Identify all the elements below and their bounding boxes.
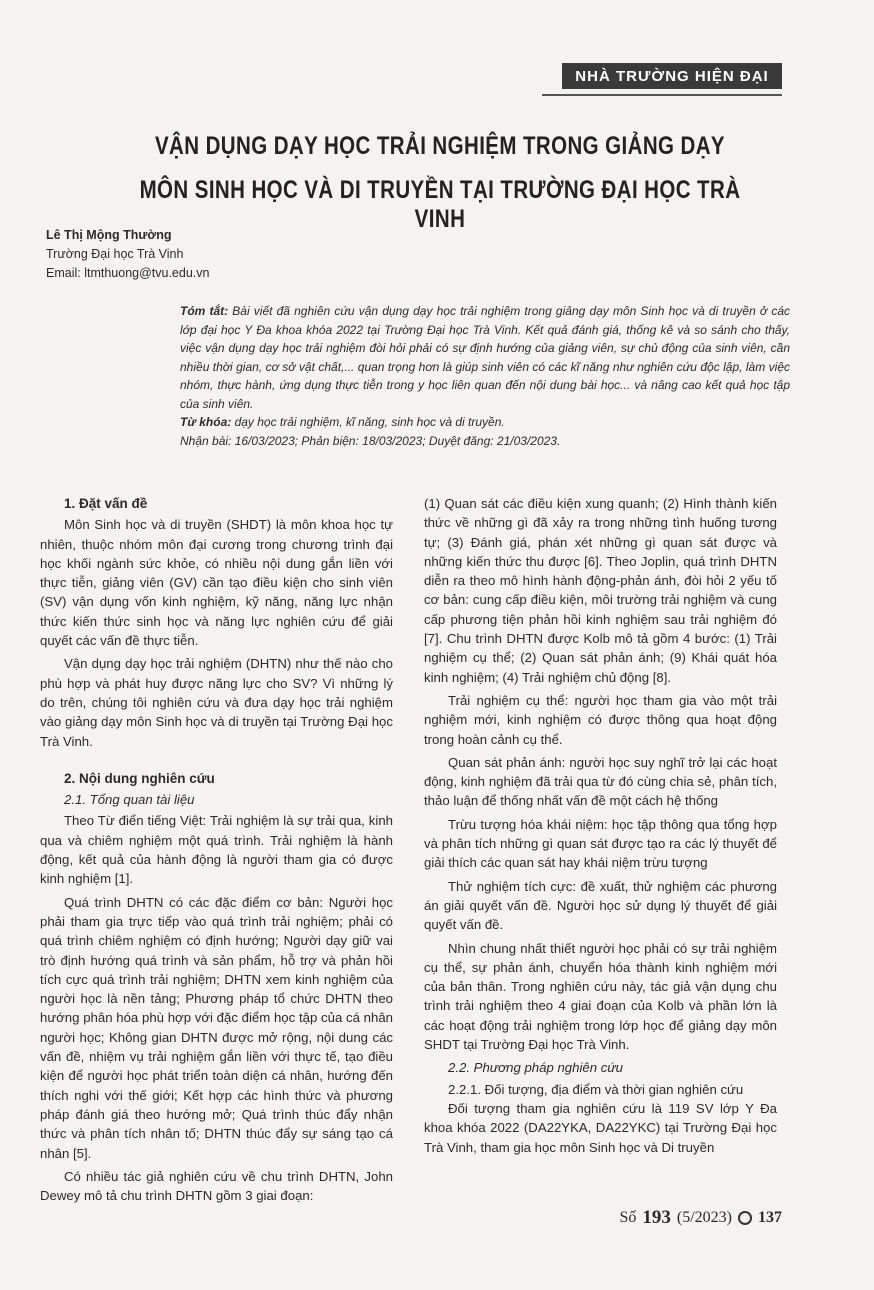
paragraph: Trải nghiệm cụ thể: người học tham gia vào một trải nghiệm mới, kinh nghiệm có được thông qua hoạt động trong hoàn cảnh cụ thể. [424, 692, 777, 747]
paragraph: Theo Từ điển tiếng Việt: Trải nghiệm là sự trải qua, kinh qua và chiêm nghiệm một quá trình. Trải nghiệm là hành động, kết quả của hành động là người tham gia có được kinh nghiệm [1]. [40, 813, 393, 887]
issue-number: 193 [642, 1207, 671, 1228]
separator-icon [738, 1211, 752, 1225]
heading-section-2-1: 2.1. Tổng quan tài liệu [64, 792, 195, 808]
heading-section-2-2-1: 2.2.1. Đối tượng, địa điểm và thời gian nghiên cứu [448, 1081, 744, 1097]
author-email: Email: ltmthuong@tvu.edu.vn [46, 266, 210, 280]
abstract [180, 302, 790, 450]
abstract-label: Tóm tắt: [180, 304, 229, 318]
abstract-body [180, 302, 790, 413]
paragraph: Trừu tượng hóa khái niệm: học tập thông qua tổng hợp và phân tích những gì quan sát được tạo ra các lý thuyết để giải thích các quan sát hay khái niệm trừu tượng [424, 816, 777, 871]
author-block [46, 226, 209, 283]
author-name: Lê Thị Mộng Thường [46, 228, 172, 242]
abstract-text: Bài viết đã nghiên cứu vận dụng dạy học trải nghiệm trong giảng dạy môn Sinh học và di truyền ở các lớp đại học Y Đa khoa khóa 2022 tại Trường Đại học Trà Vinh. Kết quả đánh giá, thống kê và so sánh cho thấy, việc vận dụng dạy học trải nghiệm đòi hỏi phải có sự định hướng của giảng viên, sự chủ động của sinh viên, cần nhiều thời gian, cơ sở vật chất,... quan trọng hơn là giúp sinh viên có các kĩ năng như nghiên cứu độc lập, làm việc nhóm, thực hành, ứng dụng thực tiễn trong y học liên quan đến nội dung bài học... và nâng cao kết quả học tập của sinh viên. [180, 304, 791, 411]
keywords [180, 413, 790, 432]
heading-section-1: 1. Đặt vấn đề [64, 496, 148, 511]
paragraph: Nhìn chung nhất thiết người học phải có sự trải nghiệm cụ thể, sự phản ánh, chuyển hóa thành kinh nghiệm mới của bản thân. Trong nghiên cứu này, tác giả vận dụng chu trình trải nghiệm theo 4 giai đoạn của Kolb và phần lớn là các hoạt động trải nghiệm trong lớp học để giảng dạy môn SHDT tại Trường Đại học Trà Vinh. [424, 940, 777, 1053]
heading-section-2: 2. Nội dung nghiên cứu [64, 770, 215, 786]
section-header: NHÀ TRƯỜNG HIỆN ĐẠI [562, 63, 782, 89]
page-footer [619, 1207, 782, 1229]
article-dates: Nhận bài: 16/03/2023; Phản biện: 18/03/2023; Duyệt đăng: 21/03/2023. [180, 433, 561, 448]
article-title-line2: MÔN SINH HỌC VÀ DI TRUYỀN TẠI TRƯỜNG ĐẠI HỌC TRÀ VINH [139, 176, 741, 233]
page-number: 137 [758, 1209, 782, 1226]
left-column [40, 494, 393, 1209]
paragraph: Thử nghiệm tích cực: đề xuất, thử nghiệm các phương án giải quyết vấn đề. Người học sử dụng lý thuyết để giải quyết vấn đề. [424, 878, 777, 933]
paragraph: (1) Quan sát các điều kiện xung quanh; (2) Hình thành kiến thức về những gì đã xảy ra trong những tình huống tương tự; (3) Đánh giá, phán xét những gì quan sát được và những kiến thức thu được [6]. Theo Joplin, quá trình DHTN diễn ra theo mô hình hành động-phản ánh, đòi hỏi 2 yếu tố cơ bản: cung cấp điều kiện, môi trường trải nghiệm và cung cấp phương tiện phản hồi kinh nghiệm sau trải nghiệm đó [7]. Chu trình DHTN được Kolb mô tả gồm 4 bước: (1) Trải nghiệm cụ thể; (2) Quan sát phản ánh; (9) Khái quát hóa kinh nghiệm; (4) Trải nghiệm chủ động [8]. [424, 496, 777, 685]
header-rule [542, 94, 782, 96]
issue-date: (5/2023) [676, 1209, 732, 1226]
paragraph: Đối tượng tham gia nghiên cứu là 119 SV lớp Y Đa khoa khóa 2022 (DA22YKA, DA22YKC) tại Trường Đại học Trà Vinh, tham gia học môn Sinh học và Di truyền [424, 1100, 777, 1155]
paragraph: Có nhiều tác giả nghiên cứu về chu trình DHTN, John Dewey mô tả chu trình DHTN gồm 3 giai đoạn: [40, 1168, 393, 1204]
keywords-text: dạy học trải nghiệm, kĩ năng, sinh học và di truyền. [231, 415, 505, 429]
right-column [424, 494, 777, 1161]
article-title-line1: VẬN DỤNG DẠY HỌC TRẢI NGHIỆM TRONG GIẢNG DẠY [154, 132, 726, 160]
issue-prefix: Số [619, 1209, 637, 1226]
paragraph: Quan sát phản ánh: người học suy nghĩ trở lại các hoạt động, kinh nghiệm đã trải qua từ đó cùng chia sẻ, phân tích, thảo luận để thống nhất vấn đề một cách hệ thống [424, 754, 777, 809]
author-affiliation: Trường Đại học Trà Vinh [46, 247, 184, 261]
keywords-label: Từ khóa: [180, 415, 232, 429]
heading-section-2-2: 2.2. Phương pháp nghiên cứu [448, 1060, 624, 1076]
paragraph: Vận dụng dạy học trải nghiệm (DHTN) như thế nào cho phù hợp và phát huy được năng lực cho SV? Vì những lý do trên, chúng tôi nghiên cứu và đưa dạy học trải nghiệm vào giảng dạy môn Sinh học và di truyền tại Trường Đại học Trà Vinh. [40, 656, 393, 749]
paragraph: Môn Sinh học và di truyền (SHDT) là môn khoa học tự nhiên, thuộc nhóm môn đại cương trong chương trình đại học khối ngành sức khỏe, có nhiều nội dung gắn liền với thực tiễn, giảng viên (GV) cần tạo điều kiện cho sinh viên (SV) vận dụng vốn kinh nghiệm, kỹ năng, năng lực nhận thức kiến thức sinh học và năng lực nghiên cứu để giải quyết các vấn đề thực tiễn. [40, 517, 393, 649]
paragraph: Quá trình DHTN có các đặc điểm cơ bản: Người học phải tham gia trực tiếp vào quá trình trải nghiệm; phải có quá trình chiêm nghiệm có định hướng; Người dạy giữ vai trò định hướng quá trình và sản phẩm, hỗ trợ và phản hồi tích cực quá trình trải nghiệm; DHTN xem kinh nghiệm của người học là nền tảng; Phương pháp tổ chức DHTN theo hướng phân hóa phù hợp với đặc điểm học tập của cá nhân người học; Không gian DHTN được mở rộng, nội dung các vấn đề, nhiệm vụ trải nghiệm gắn liền với thực tế, tạo điều kiện để người học phát triển toàn diện cá nhân, hướng đến thích nghi với thế giới; Kết hợp các hình thức và phương pháp đánh giá theo hướng mở; Quá trình thúc đẩy nhận thức và phân tích nhân tố; DHTN thúc đẩy sự sáng tạo cá nhân [5]. [40, 894, 393, 1161]
